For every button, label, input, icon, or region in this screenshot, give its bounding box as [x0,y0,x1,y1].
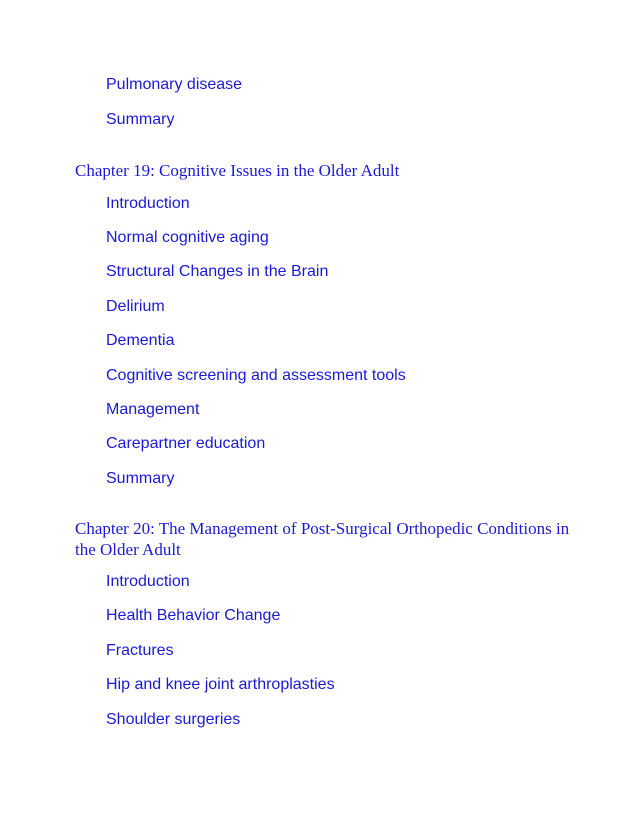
toc-link-carepartner-education[interactable]: Carepartner education [106,435,266,452]
toc-link-hip-knee-arthroplasties[interactable]: Hip and knee joint arthroplasties [106,676,335,693]
toc-link-summary[interactable]: Summary [106,470,175,487]
toc-link-management[interactable]: Management [106,401,200,418]
toc-link-cognitive-screening[interactable]: Cognitive screening and assessment tools [106,367,406,384]
toc-link-summary[interactable]: Summary [106,111,175,128]
toc-link-delirium[interactable]: Delirium [106,298,165,315]
toc-link-structural-changes[interactable]: Structural Changes in the Brain [106,263,329,280]
toc-link-normal-cognitive-aging[interactable]: Normal cognitive aging [106,229,269,246]
toc-link-health-behavior-change[interactable]: Health Behavior Change [106,607,281,624]
chapter-20-heading[interactable]: Chapter 20: The Management of Post-Surgical Orthopedic Conditions in the Older Adult [75,519,570,559]
toc-link-pulmonary-disease[interactable]: Pulmonary disease [106,76,243,93]
chapter-19-heading[interactable]: Chapter 19: Cognitive Issues in the Older Adult [75,161,400,180]
toc-link-fractures[interactable]: Fractures [106,642,174,659]
toc-link-introduction[interactable]: Introduction [106,195,190,212]
toc-link-introduction[interactable]: Introduction [106,573,190,590]
toc-link-dementia[interactable]: Dementia [106,332,175,349]
toc-link-shoulder-surgeries[interactable]: Shoulder surgeries [106,711,241,728]
